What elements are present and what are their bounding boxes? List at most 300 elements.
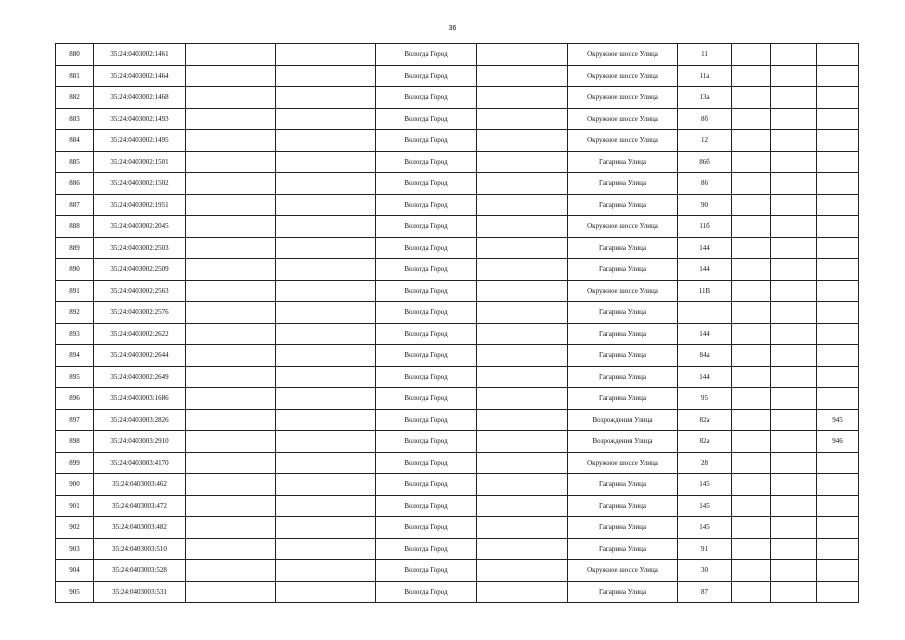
empty-cell bbox=[276, 108, 376, 130]
extra-number bbox=[817, 65, 859, 87]
extra-number bbox=[817, 517, 859, 539]
cadastral-number: 35:24:0403003:2826 bbox=[94, 409, 186, 431]
empty-cell bbox=[732, 237, 771, 259]
empty-cell bbox=[732, 495, 771, 517]
row-number: 901 bbox=[56, 495, 94, 517]
house-number: 82а bbox=[678, 409, 732, 431]
table-row bbox=[56, 173, 859, 195]
table-row bbox=[56, 259, 859, 281]
cadastral-number: 35:24:0403003:531 bbox=[94, 581, 186, 603]
cadastral-number: 35:24:0403002:2644 bbox=[94, 345, 186, 367]
empty-cell bbox=[276, 151, 376, 173]
street: Окружное шоссе Улица bbox=[568, 280, 678, 302]
empty-cell bbox=[186, 259, 276, 281]
empty-cell bbox=[276, 237, 376, 259]
register-table bbox=[55, 43, 859, 603]
empty-cell bbox=[732, 431, 771, 453]
cadastral-number: 35:24:0403002:1464 bbox=[94, 65, 186, 87]
extra-number bbox=[817, 452, 859, 474]
extra-number bbox=[817, 302, 859, 324]
table-row bbox=[56, 237, 859, 259]
table-row bbox=[56, 388, 859, 410]
empty-cell bbox=[732, 151, 771, 173]
empty-cell bbox=[477, 151, 568, 173]
row-number: 891 bbox=[56, 280, 94, 302]
locality: Вологда Город bbox=[376, 237, 477, 259]
empty-cell bbox=[477, 280, 568, 302]
empty-cell bbox=[771, 87, 817, 109]
locality: Вологда Город bbox=[376, 44, 477, 66]
empty-cell bbox=[477, 194, 568, 216]
row-number: 892 bbox=[56, 302, 94, 324]
empty-cell bbox=[732, 44, 771, 66]
house-number: 144 bbox=[678, 323, 732, 345]
house-number: 87 bbox=[678, 581, 732, 603]
row-number: 894 bbox=[56, 345, 94, 367]
empty-cell bbox=[732, 409, 771, 431]
empty-cell bbox=[732, 388, 771, 410]
locality: Вологда Город bbox=[376, 538, 477, 560]
empty-cell bbox=[276, 495, 376, 517]
empty-cell bbox=[771, 431, 817, 453]
cadastral-number: 35:24:0403003:2910 bbox=[94, 431, 186, 453]
street: Возрождения Улица bbox=[568, 409, 678, 431]
extra-number bbox=[817, 130, 859, 152]
extra-number bbox=[817, 87, 859, 109]
empty-cell bbox=[477, 474, 568, 496]
empty-cell bbox=[276, 280, 376, 302]
cadastral-number: 35:24:0403002:2045 bbox=[94, 216, 186, 238]
empty-cell bbox=[276, 259, 376, 281]
empty-cell bbox=[186, 431, 276, 453]
empty-cell bbox=[477, 237, 568, 259]
empty-cell bbox=[771, 452, 817, 474]
street: Гагарина Улица bbox=[568, 151, 678, 173]
house-number: 91 bbox=[678, 538, 732, 560]
empty-cell bbox=[477, 173, 568, 195]
locality: Вологда Город bbox=[376, 280, 477, 302]
empty-cell bbox=[186, 409, 276, 431]
table-row bbox=[56, 345, 859, 367]
locality: Вологда Город bbox=[376, 474, 477, 496]
empty-cell bbox=[732, 280, 771, 302]
empty-cell bbox=[276, 409, 376, 431]
empty-cell bbox=[732, 474, 771, 496]
empty-cell bbox=[732, 452, 771, 474]
empty-cell bbox=[477, 44, 568, 66]
empty-cell bbox=[276, 388, 376, 410]
table-row bbox=[56, 44, 859, 66]
empty-cell bbox=[771, 495, 817, 517]
table-row bbox=[56, 194, 859, 216]
table-row bbox=[56, 323, 859, 345]
empty-cell bbox=[732, 517, 771, 539]
street: Гагарина Улица bbox=[568, 495, 678, 517]
table-row bbox=[56, 280, 859, 302]
empty-cell bbox=[276, 194, 376, 216]
house-number: 144 bbox=[678, 259, 732, 281]
empty-cell bbox=[477, 366, 568, 388]
locality: Вологда Город bbox=[376, 345, 477, 367]
empty-cell bbox=[477, 538, 568, 560]
empty-cell bbox=[732, 345, 771, 367]
house-number: 11б bbox=[678, 216, 732, 238]
empty-cell bbox=[771, 237, 817, 259]
empty-cell bbox=[477, 108, 568, 130]
street: Окружное шоссе Улица bbox=[568, 452, 678, 474]
street: Окружное шоссе Улица bbox=[568, 44, 678, 66]
street: Гагарина Улица bbox=[568, 366, 678, 388]
empty-cell bbox=[477, 65, 568, 87]
locality: Вологда Город bbox=[376, 560, 477, 582]
cadastral-number: 35:24:0403003:472 bbox=[94, 495, 186, 517]
street: Гагарина Улица bbox=[568, 538, 678, 560]
cadastral-number: 35:24:0403002:2563 bbox=[94, 280, 186, 302]
empty-cell bbox=[186, 44, 276, 66]
extra-number bbox=[817, 259, 859, 281]
empty-cell bbox=[276, 302, 376, 324]
house-number: 11 bbox=[678, 44, 732, 66]
empty-cell bbox=[771, 151, 817, 173]
empty-cell bbox=[186, 173, 276, 195]
house-number: 86 bbox=[678, 173, 732, 195]
table-row bbox=[56, 431, 859, 453]
extra-number bbox=[817, 366, 859, 388]
empty-cell bbox=[477, 87, 568, 109]
row-number: 900 bbox=[56, 474, 94, 496]
empty-cell bbox=[771, 259, 817, 281]
street: Гагарина Улица bbox=[568, 345, 678, 367]
empty-cell bbox=[186, 280, 276, 302]
empty-cell bbox=[186, 388, 276, 410]
empty-cell bbox=[477, 323, 568, 345]
empty-cell bbox=[186, 302, 276, 324]
empty-cell bbox=[186, 474, 276, 496]
table-row bbox=[56, 366, 859, 388]
empty-cell bbox=[276, 366, 376, 388]
table-row bbox=[56, 409, 859, 431]
empty-cell bbox=[771, 345, 817, 367]
cadastral-number: 35:24:0403002:1495 bbox=[94, 130, 186, 152]
locality: Вологда Город bbox=[376, 431, 477, 453]
house-number: 86б bbox=[678, 151, 732, 173]
empty-cell bbox=[276, 474, 376, 496]
row-number: 897 bbox=[56, 409, 94, 431]
empty-cell bbox=[276, 323, 376, 345]
empty-cell bbox=[276, 65, 376, 87]
empty-cell bbox=[771, 173, 817, 195]
extra-number bbox=[817, 345, 859, 367]
locality: Вологда Город bbox=[376, 259, 477, 281]
empty-cell bbox=[186, 323, 276, 345]
empty-cell bbox=[732, 560, 771, 582]
empty-cell bbox=[276, 130, 376, 152]
row-number: 898 bbox=[56, 431, 94, 453]
table-row bbox=[56, 130, 859, 152]
table-row bbox=[56, 108, 859, 130]
street: Гагарина Улица bbox=[568, 517, 678, 539]
row-number: 893 bbox=[56, 323, 94, 345]
locality: Вологда Город bbox=[376, 194, 477, 216]
cadastral-number: 35:24:0403003:4170 bbox=[94, 452, 186, 474]
locality: Вологда Город bbox=[376, 108, 477, 130]
empty-cell bbox=[477, 517, 568, 539]
empty-cell bbox=[732, 216, 771, 238]
cadastral-number: 35:24:0403002:2622 bbox=[94, 323, 186, 345]
house-number: 8б bbox=[678, 108, 732, 130]
empty-cell bbox=[276, 173, 376, 195]
table-row bbox=[56, 581, 859, 603]
table-row bbox=[56, 517, 859, 539]
empty-cell bbox=[771, 323, 817, 345]
table-row bbox=[56, 216, 859, 238]
empty-cell bbox=[186, 560, 276, 582]
empty-cell bbox=[276, 216, 376, 238]
empty-cell bbox=[771, 130, 817, 152]
empty-cell bbox=[732, 538, 771, 560]
empty-cell bbox=[771, 581, 817, 603]
empty-cell bbox=[186, 538, 276, 560]
empty-cell bbox=[477, 345, 568, 367]
row-number: 888 bbox=[56, 216, 94, 238]
house-number: 90 bbox=[678, 194, 732, 216]
table-row bbox=[56, 538, 859, 560]
cadastral-number: 35:24:0403003:482 bbox=[94, 517, 186, 539]
street: Гагарина Улица bbox=[568, 173, 678, 195]
empty-cell bbox=[186, 345, 276, 367]
empty-cell bbox=[732, 130, 771, 152]
house-number: 144 bbox=[678, 237, 732, 259]
empty-cell bbox=[477, 388, 568, 410]
house-number: 12 bbox=[678, 130, 732, 152]
empty-cell bbox=[732, 108, 771, 130]
empty-cell bbox=[477, 495, 568, 517]
empty-cell bbox=[771, 44, 817, 66]
house-number: 11В bbox=[678, 280, 732, 302]
cadastral-number: 35:24:0403002:2576 bbox=[94, 302, 186, 324]
cadastral-number: 35:24:0403003:510 bbox=[94, 538, 186, 560]
empty-cell bbox=[771, 517, 817, 539]
locality: Вологда Город bbox=[376, 216, 477, 238]
empty-cell bbox=[732, 366, 771, 388]
row-number: 889 bbox=[56, 237, 94, 259]
locality: Вологда Город bbox=[376, 173, 477, 195]
empty-cell bbox=[477, 560, 568, 582]
house-number: 13а bbox=[678, 87, 732, 109]
street: Гагарина Улица bbox=[568, 194, 678, 216]
empty-cell bbox=[732, 87, 771, 109]
house-number: 84а bbox=[678, 345, 732, 367]
extra-number bbox=[817, 237, 859, 259]
empty-cell bbox=[771, 366, 817, 388]
locality: Вологда Город bbox=[376, 302, 477, 324]
empty-cell bbox=[186, 517, 276, 539]
cadastral-number: 35:24:0403002:2503 bbox=[94, 237, 186, 259]
locality: Вологда Город bbox=[376, 388, 477, 410]
empty-cell bbox=[732, 173, 771, 195]
cadastral-number: 35:24:0403003:1686 bbox=[94, 388, 186, 410]
empty-cell bbox=[276, 581, 376, 603]
house-number: 145 bbox=[678, 517, 732, 539]
extra-number bbox=[817, 581, 859, 603]
locality: Вологда Город bbox=[376, 452, 477, 474]
empty-cell bbox=[771, 388, 817, 410]
table-row bbox=[56, 495, 859, 517]
house-number: 95 bbox=[678, 388, 732, 410]
row-number: 890 bbox=[56, 259, 94, 281]
street: Гагарина Улица bbox=[568, 581, 678, 603]
empty-cell bbox=[186, 216, 276, 238]
row-number: 883 bbox=[56, 108, 94, 130]
locality: Вологда Город bbox=[376, 151, 477, 173]
empty-cell bbox=[477, 130, 568, 152]
empty-cell bbox=[477, 452, 568, 474]
locality: Вологда Город bbox=[376, 87, 477, 109]
empty-cell bbox=[732, 259, 771, 281]
street: Гагарина Улица bbox=[568, 302, 678, 324]
table-row bbox=[56, 474, 859, 496]
extra-number bbox=[817, 495, 859, 517]
row-number: 887 bbox=[56, 194, 94, 216]
row-number: 899 bbox=[56, 452, 94, 474]
empty-cell bbox=[477, 431, 568, 453]
empty-cell bbox=[771, 560, 817, 582]
house-number: 145 bbox=[678, 495, 732, 517]
row-number: 902 bbox=[56, 517, 94, 539]
street: Окружное шоссе Улица bbox=[568, 216, 678, 238]
page-number: 36 bbox=[448, 25, 457, 32]
empty-cell bbox=[477, 216, 568, 238]
house-number bbox=[678, 302, 732, 324]
empty-cell bbox=[477, 259, 568, 281]
street: Окружное шоссе Улица bbox=[568, 108, 678, 130]
empty-cell bbox=[186, 495, 276, 517]
street: Гагарина Улица bbox=[568, 388, 678, 410]
table-row bbox=[56, 65, 859, 87]
empty-cell bbox=[771, 194, 817, 216]
cadastral-number: 35:24:0403002:1501 bbox=[94, 151, 186, 173]
extra-number bbox=[817, 173, 859, 195]
cadastral-number: 35:24:0403002:1502 bbox=[94, 173, 186, 195]
empty-cell bbox=[276, 517, 376, 539]
empty-cell bbox=[477, 581, 568, 603]
house-number: 144 bbox=[678, 366, 732, 388]
extra-number: 946 bbox=[817, 431, 859, 453]
row-number: 904 bbox=[56, 560, 94, 582]
extra-number bbox=[817, 474, 859, 496]
empty-cell bbox=[771, 409, 817, 431]
table-row bbox=[56, 87, 859, 109]
house-number: 28 bbox=[678, 452, 732, 474]
empty-cell bbox=[186, 366, 276, 388]
empty-cell bbox=[276, 345, 376, 367]
house-number: 30 bbox=[678, 560, 732, 582]
empty-cell bbox=[732, 323, 771, 345]
extra-number bbox=[817, 151, 859, 173]
street: Гагарина Улица bbox=[568, 474, 678, 496]
empty-cell bbox=[276, 560, 376, 582]
extra-number bbox=[817, 560, 859, 582]
cadastral-number: 35:24:0403002:1461 bbox=[94, 44, 186, 66]
street: Окружное шоссе Улица bbox=[568, 87, 678, 109]
empty-cell bbox=[771, 65, 817, 87]
locality: Вологда Город bbox=[376, 409, 477, 431]
empty-cell bbox=[771, 108, 817, 130]
street: Гагарина Улица bbox=[568, 323, 678, 345]
table-row bbox=[56, 560, 859, 582]
street: Окружное шоссе Улица bbox=[568, 560, 678, 582]
row-number: 882 bbox=[56, 87, 94, 109]
street: Гагарина Улица bbox=[568, 237, 678, 259]
empty-cell bbox=[186, 130, 276, 152]
cadastral-number: 35:24:0403003:528 bbox=[94, 560, 186, 582]
locality: Вологда Город bbox=[376, 323, 477, 345]
extra-number bbox=[817, 216, 859, 238]
empty-cell bbox=[771, 302, 817, 324]
locality: Вологда Город bbox=[376, 130, 477, 152]
empty-cell bbox=[732, 581, 771, 603]
empty-cell bbox=[276, 44, 376, 66]
row-number: 881 bbox=[56, 65, 94, 87]
row-number: 903 bbox=[56, 538, 94, 560]
house-number: 145 bbox=[678, 474, 732, 496]
street: Возрождения Улица bbox=[568, 431, 678, 453]
cadastral-number: 35:24:0403002:1468 bbox=[94, 87, 186, 109]
street: Гагарина Улица bbox=[568, 259, 678, 281]
row-number: 905 bbox=[56, 581, 94, 603]
empty-cell bbox=[186, 237, 276, 259]
row-number: 885 bbox=[56, 151, 94, 173]
extra-number bbox=[817, 538, 859, 560]
extra-number: 945 bbox=[817, 409, 859, 431]
empty-cell bbox=[186, 151, 276, 173]
empty-cell bbox=[477, 409, 568, 431]
locality: Вологда Город bbox=[376, 495, 477, 517]
cadastral-number: 35:24:0403003:462 bbox=[94, 474, 186, 496]
empty-cell bbox=[732, 65, 771, 87]
extra-number bbox=[817, 108, 859, 130]
street: Окружное шоссе Улица bbox=[568, 130, 678, 152]
row-number: 880 bbox=[56, 44, 94, 66]
row-number: 896 bbox=[56, 388, 94, 410]
empty-cell bbox=[771, 216, 817, 238]
row-number: 886 bbox=[56, 173, 94, 195]
empty-cell bbox=[186, 581, 276, 603]
empty-cell bbox=[276, 538, 376, 560]
cadastral-number: 35:24:0403002:2509 bbox=[94, 259, 186, 281]
locality: Вологда Город bbox=[376, 581, 477, 603]
empty-cell bbox=[186, 87, 276, 109]
cadastral-number: 35:24:0403002:2649 bbox=[94, 366, 186, 388]
street: Окружное шоссе Улица bbox=[568, 65, 678, 87]
empty-cell bbox=[276, 452, 376, 474]
row-number: 895 bbox=[56, 366, 94, 388]
empty-cell bbox=[771, 538, 817, 560]
row-number: 884 bbox=[56, 130, 94, 152]
empty-cell bbox=[276, 431, 376, 453]
empty-cell bbox=[186, 194, 276, 216]
locality: Вологда Город bbox=[376, 65, 477, 87]
empty-cell bbox=[771, 280, 817, 302]
empty-cell bbox=[477, 302, 568, 324]
empty-cell bbox=[732, 302, 771, 324]
empty-cell bbox=[771, 474, 817, 496]
table-row bbox=[56, 302, 859, 324]
house-number: 82а bbox=[678, 431, 732, 453]
extra-number bbox=[817, 323, 859, 345]
empty-cell bbox=[186, 65, 276, 87]
house-number: 11а bbox=[678, 65, 732, 87]
